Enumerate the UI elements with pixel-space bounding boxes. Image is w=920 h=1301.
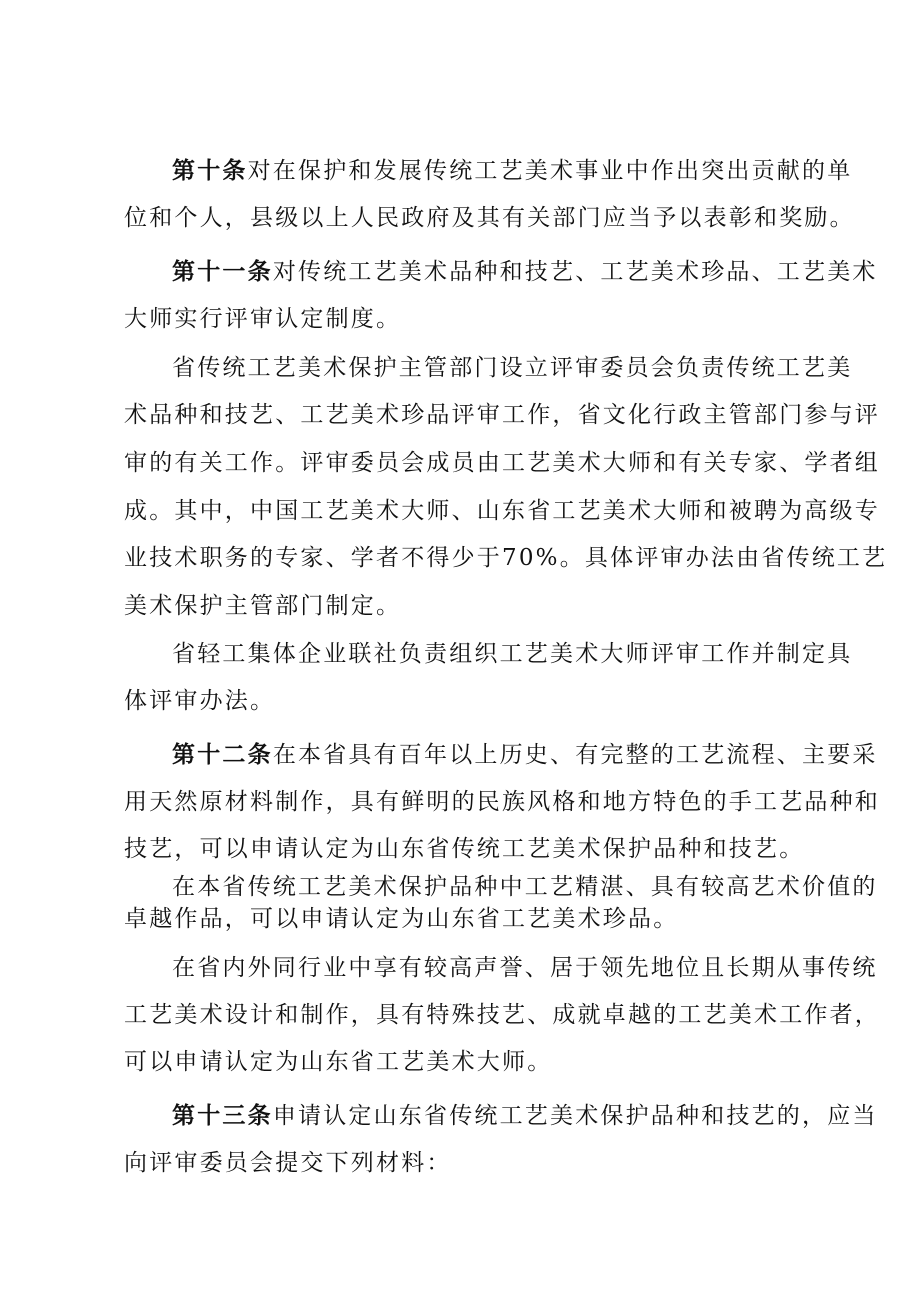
article-heading: 第十条 bbox=[172, 157, 248, 184]
article-11-line-2 bbox=[124, 302, 810, 336]
body-text: 省轻工集体企业联社负责组织工艺美术大师评审工作并制定具 bbox=[172, 641, 853, 667]
paragraph-line bbox=[172, 870, 878, 904]
paragraph-line bbox=[124, 684, 810, 718]
body-text: 申请认定山东省传统工艺美术保护品种和技艺的，应当 bbox=[272, 1103, 878, 1129]
paragraph-line bbox=[124, 446, 880, 480]
body-text: 在省内外同行业中享有较高声誉、居于领先地位且长期从事传统 bbox=[172, 955, 878, 981]
paragraph-line bbox=[124, 832, 810, 866]
paragraph-line bbox=[124, 541, 888, 575]
paragraph-line bbox=[124, 998, 880, 1032]
body-text: 大师实行评审认定制度。 bbox=[124, 306, 402, 332]
article-heading: 第十三条 bbox=[172, 1102, 273, 1129]
paragraph-line bbox=[124, 589, 810, 623]
body-text: 体评审办法。 bbox=[124, 688, 276, 714]
body-text: 对在保护和发展传统工艺美术事业中作出突出贡献的单 bbox=[247, 158, 853, 184]
article-11-line-1 bbox=[172, 255, 878, 289]
paragraph-line bbox=[172, 351, 853, 385]
body-text: 美术保护主管部门制定。 bbox=[124, 593, 402, 619]
paragraph-line bbox=[172, 637, 853, 671]
paragraph-line bbox=[124, 494, 880, 528]
paragraph-line bbox=[124, 902, 810, 936]
body-text: 位和个人，县级以上人民政府及其有关部门应当予以表彰和奖励。 bbox=[124, 205, 855, 231]
paragraph-line bbox=[124, 398, 880, 432]
article-13-line-1 bbox=[172, 1099, 878, 1133]
body-text: 可以申请认定为山东省工艺美术大师。 bbox=[124, 1049, 553, 1075]
article-12-line-1 bbox=[172, 738, 878, 772]
body-text: 对传统工艺美术品种和技艺、工艺美术珍品、工艺美术 bbox=[272, 259, 878, 285]
body-text: 成。其中，中国工艺美术大师、山东省工艺美术大师和被聘为高级专 bbox=[124, 498, 880, 524]
paragraph-line bbox=[124, 785, 880, 819]
body-text: 卓越作品，可以申请认定为山东省工艺美术珍品。 bbox=[124, 906, 679, 932]
paragraph-line bbox=[124, 1146, 810, 1180]
body-text: 审的有关工作。评审委员会成员由工艺美术大师和有关专家、学者组 bbox=[124, 450, 880, 476]
body-text: 向评审委员会提交下列材料： bbox=[124, 1150, 452, 1176]
paragraph-line bbox=[124, 1045, 810, 1079]
body-text: 在本省传统工艺美术保护品种中工艺精湛、具有较高艺术价值的 bbox=[172, 874, 878, 900]
body-text: 用天然原材料制作，具有鲜明的民族风格和地方特色的手工艺品种和 bbox=[124, 789, 880, 815]
body-text: 业技术职务的专家、学者不得少于70%。具体评审办法由省传统工艺 bbox=[124, 545, 888, 571]
paragraph-line bbox=[172, 951, 878, 985]
article-heading: 第十二条 bbox=[172, 741, 273, 768]
article-heading: 第十一条 bbox=[172, 258, 273, 285]
body-text: 技艺，可以申请认定为山东省传统工艺美术保护品种和技艺。 bbox=[124, 836, 805, 862]
article-10-line-1 bbox=[172, 154, 853, 188]
body-text: 术品种和技艺、工艺美术珍品评审工作，省文化行政主管部门参与评 bbox=[124, 402, 880, 428]
body-text: 工艺美术设计和制作，具有特殊技艺、成就卓越的工艺美术工作者， bbox=[124, 1002, 880, 1028]
body-text: 省传统工艺美术保护主管部门设立评审委员会负责传统工艺美 bbox=[172, 355, 853, 381]
body-text: 在本省具有百年以上历史、有完整的工艺流程、主要采 bbox=[272, 742, 878, 768]
article-10-line-2 bbox=[124, 201, 855, 235]
